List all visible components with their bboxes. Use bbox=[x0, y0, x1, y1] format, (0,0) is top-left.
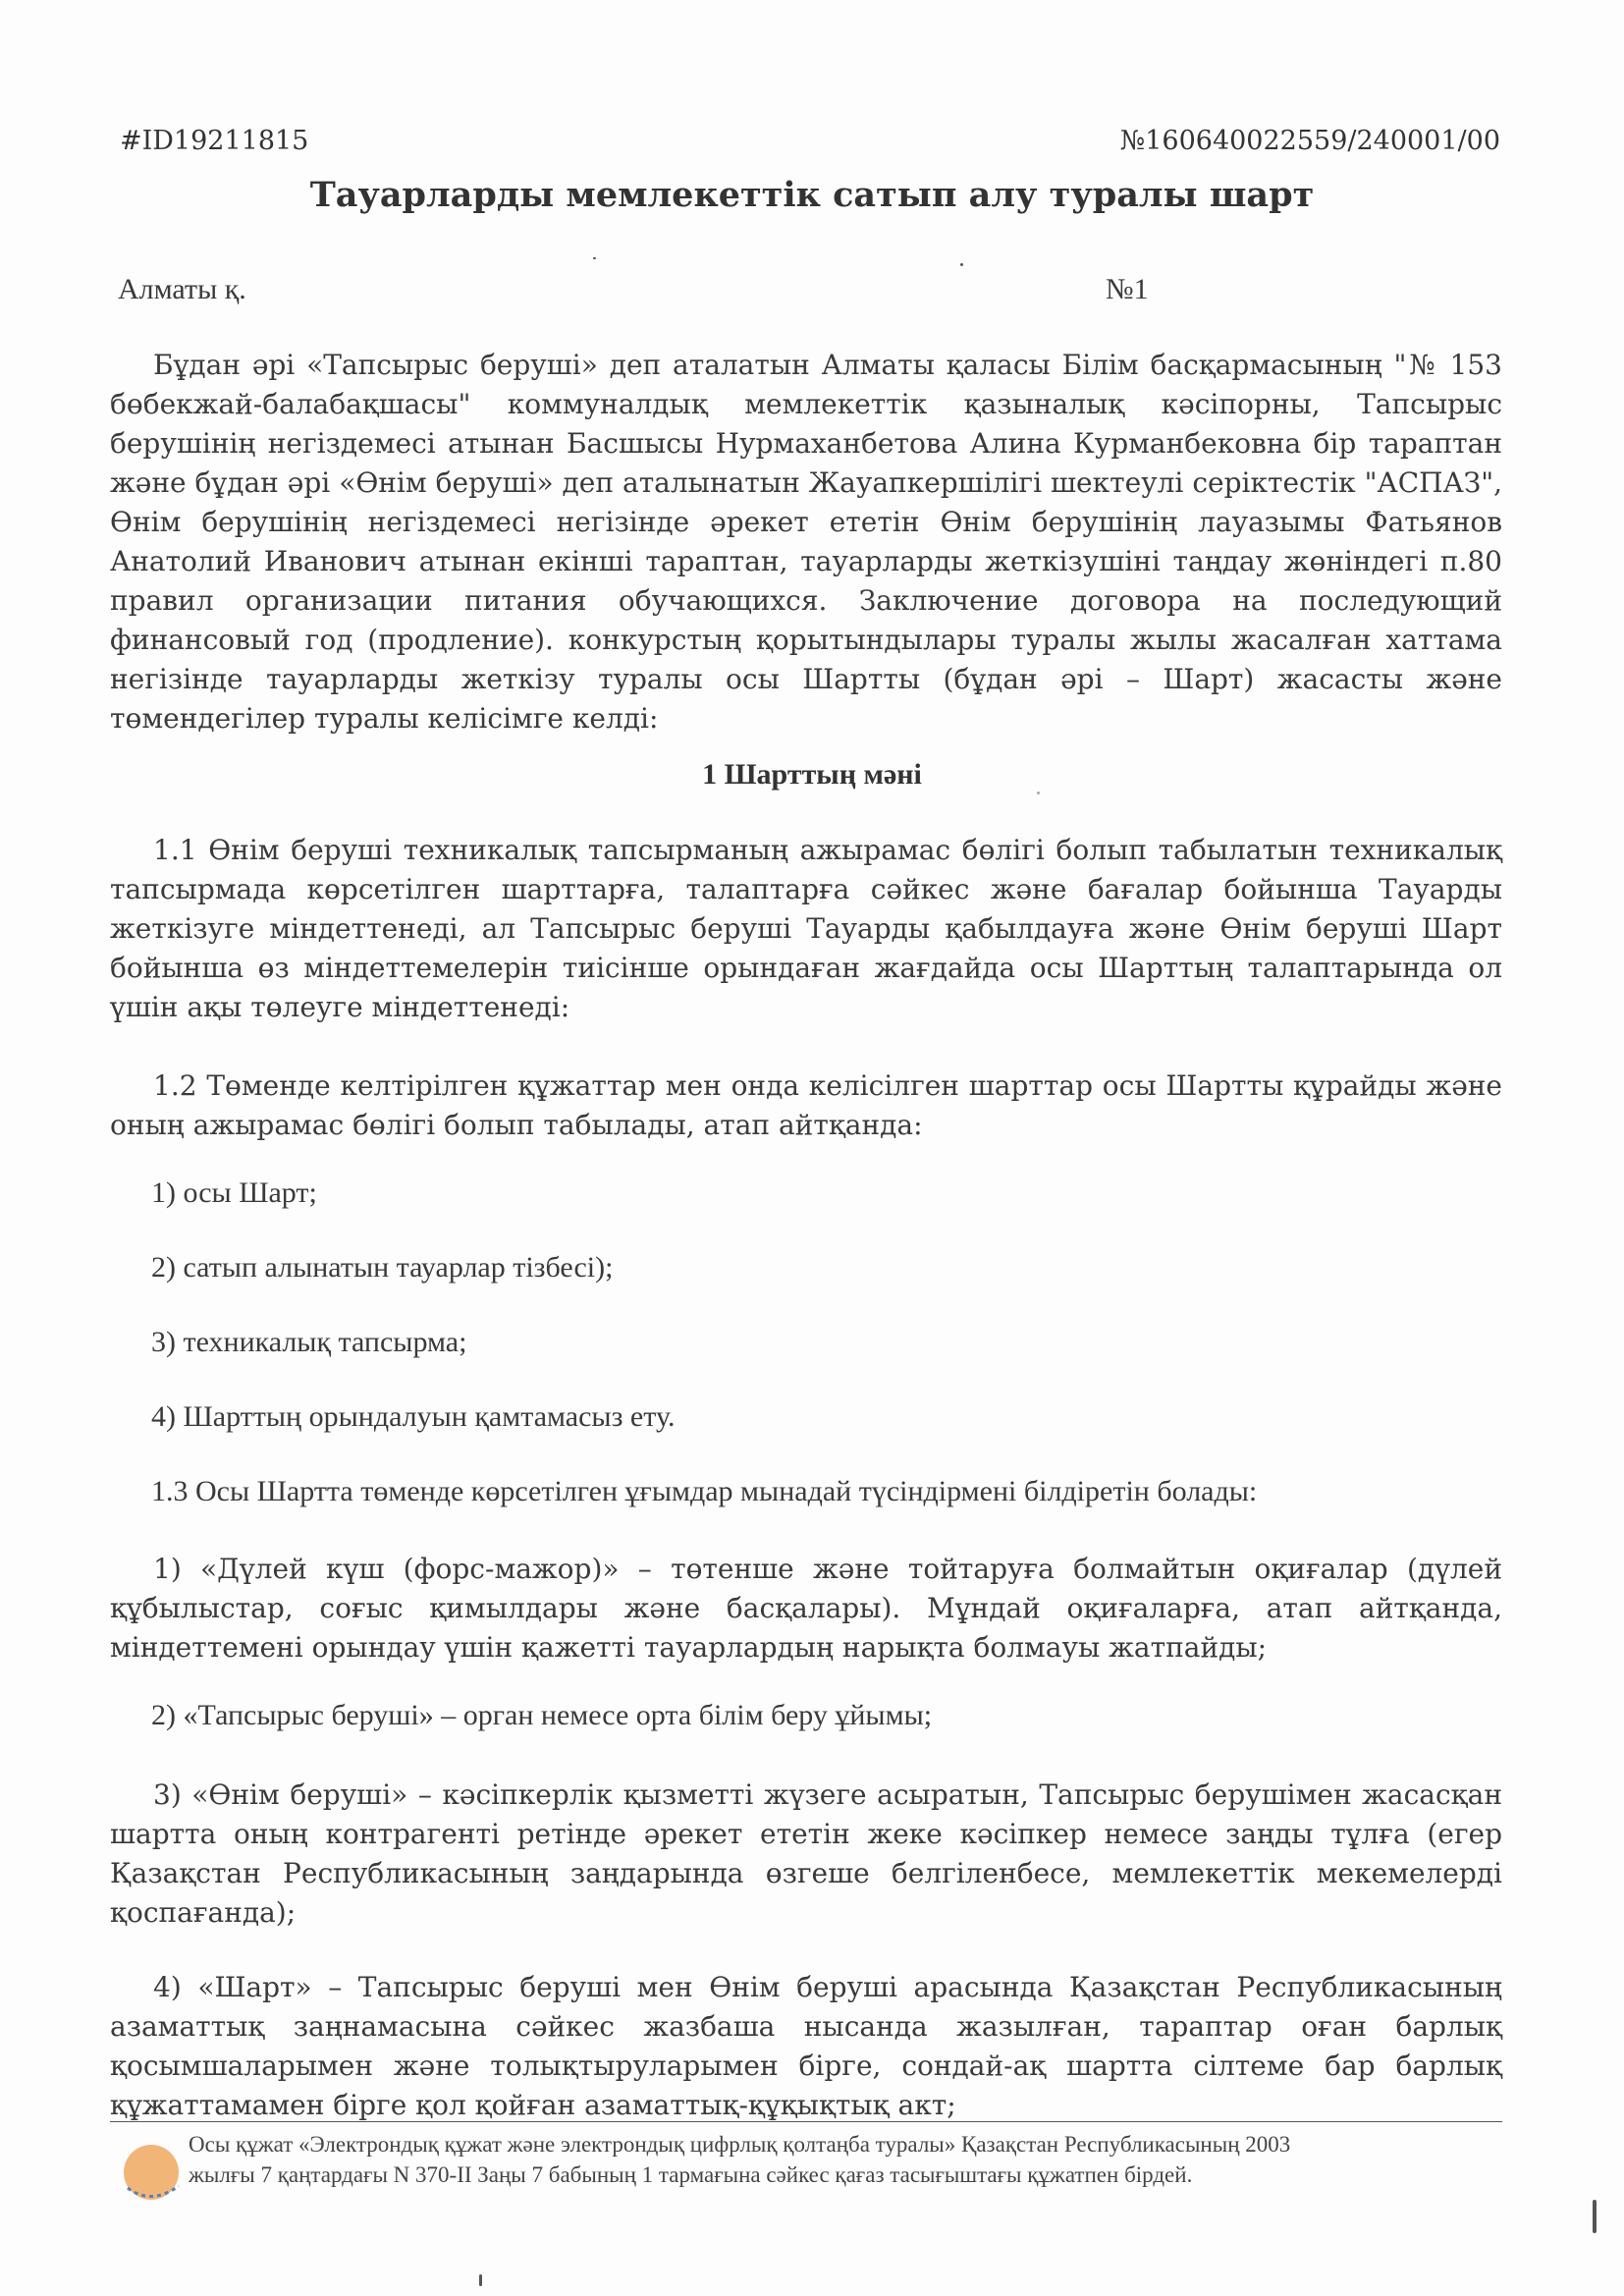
clause-1-1-text: 1.1 Өнім беруші техникалық тапсырманың ажырамас бөлігі болып табылатын техникалық тапсырмада көрсетілген шарттарға, талаптарға сәйкес және бағалар бойынша Тауарды жеткізуге міндеттенеді, ал Тапсырыс беруші Тауарды қабылдауға және Өнім беруші Шарт бойынша өз міндеттемелерін тиісінше орындаған жағдайда осы Шарттың талаптарында ол үшін ақы төлеуге міндеттенеді: bbox=[110, 834, 1502, 1023]
definition-1 bbox=[110, 1550, 1502, 1667]
clause-1-2-text: 1.2 Төменде келтірілген құжаттар мен онда келісілген шарттар осы Шартты құрайды және оның ажырамас бөлігі болып табылады, атап айтқанда: bbox=[110, 1069, 1502, 1141]
scan-edge-mark bbox=[1593, 2200, 1597, 2233]
definition-2: 2) «Тапсырыс беруші» – орган немесе орта білім беру ұйымы; bbox=[151, 1699, 933, 1731]
clause-1-1 bbox=[110, 831, 1502, 1027]
scan-speck bbox=[479, 2274, 482, 2286]
list-item: 3) техникалық тапсырма; bbox=[151, 1326, 467, 1358]
contract-number: №1 bbox=[1106, 273, 1149, 305]
clause-1-2 bbox=[110, 1066, 1502, 1145]
document-title: Тауарларды мемлекеттік сатып алу туралы шарт bbox=[309, 175, 1315, 215]
document-id: #ID19211815 bbox=[120, 126, 309, 156]
footer-divider bbox=[110, 2121, 1502, 2122]
definition-3 bbox=[110, 1776, 1502, 1933]
list-item: 4) Шарттың орындалуын қамтамасыз ету. bbox=[151, 1400, 676, 1433]
scan-speck bbox=[593, 257, 596, 259]
intro-paragraph bbox=[110, 346, 1502, 738]
list-item: 2) сатып алынатын тауарлар тізбесі); bbox=[151, 1251, 614, 1284]
section-1-title: 1 Шарттың мәні bbox=[702, 758, 922, 791]
registration-number: №160640022559/240001/00 bbox=[1119, 126, 1500, 156]
footer-legal-note: Осы құжат «Электрондық құжат және электрондық цифрлық қолтаңба туралы» Қазақстан Республикасының 2003 жылғы 7 қаңтардағы N 370-II Заңы 7 бабының 1 тармағына сәйкес қағаз тасығыштағы құжатпен бірдей. bbox=[189, 2132, 1291, 2187]
egov-stamp-icon bbox=[118, 2137, 190, 2210]
scan-speck bbox=[1037, 792, 1040, 794]
intro-text: Бұдан әрі «Тапсырыс беруші» деп аталатын Алматы қаласы Білім басқармасының "№ 153 бөбекжай-балабақшасы" коммуналдық мемлекеттік қазыналық кәсіпорны, Тапсырыс берушінің негіздемесі атынан Басшысы Нурмаханбетова Алина Курманбековна бір тараптан және бұдан әрі «Өнім беруші» деп аталынатын Жауапкершілігі шектеулі серіктестік "АСПАЗ", Өнім берушінің негіздемесі негізінде әрекет ететін Өнім берушінің лауазымы Фатьянов Анатолий Иванович атынан екінші тараптан, тауарларды жеткізушіні таңдау жөніндегі п.80 правил организации питания обучающихся. Заключение договора на последующий финансовый год (продление). конкурстың қорытындылары туралы жылы жасалған хаттама негізінде тауарларды жеткізу туралы осы Шартты (бұдан әрі – Шарт) жасасты және төмендегілер туралы келісімге келді: bbox=[110, 349, 1502, 735]
list-item: 1) осы Шарт; bbox=[151, 1176, 317, 1209]
definition-1-text: 1) «Дүлей күш (форс-мажор)» – төтенше және тойтаруға болмайтын оқиғалар (дүлей құбылыстар, соғыс қимылдары және басқалары). Мұндай оқиғаларға, атап айтқанда, міндеттемені орындау үшін қажетті тауарлардың нарықта болмауы жатпайды; bbox=[110, 1553, 1502, 1664]
definition-4-text: 4) «Шарт» – Тапсырыс беруші мен Өнім беруші арасында Қазақстан Республикасының азаматтық заңнамасына сәйкес жазбаша нысанда жазылған, тараптар оған барлық қосымшаларымен және толықтыруларымен бірге, сондай-ақ шартта сілтеме бар барлық құжаттамамен бірге қол қойған азаматтық-құқықтық акт; bbox=[110, 1971, 1502, 2121]
clause-1-3: 1.3 Осы Шартта төменде көрсетілген ұғымдар мынадай түсіндірмені білдіретін болады: bbox=[151, 1475, 1258, 1507]
contract-place: Алматы қ. bbox=[118, 273, 246, 305]
definition-3-text: 3) «Өнім беруші» – кәсіпкерлік қызметті жүзеге асыратын, Тапсырыс берушімен жасасқан шартта оның контрагенті ретінде әрекет ететін жеке кәсіпкер немесе заңды тұлға (егер Қазақстан Республикасының заңдарында өзгеше белгіленбесе, мемлекеттік мекемелерді қоспағанда); bbox=[110, 1778, 1502, 1929]
scan-speck bbox=[960, 263, 963, 266]
definition-4 bbox=[110, 1968, 1502, 2125]
